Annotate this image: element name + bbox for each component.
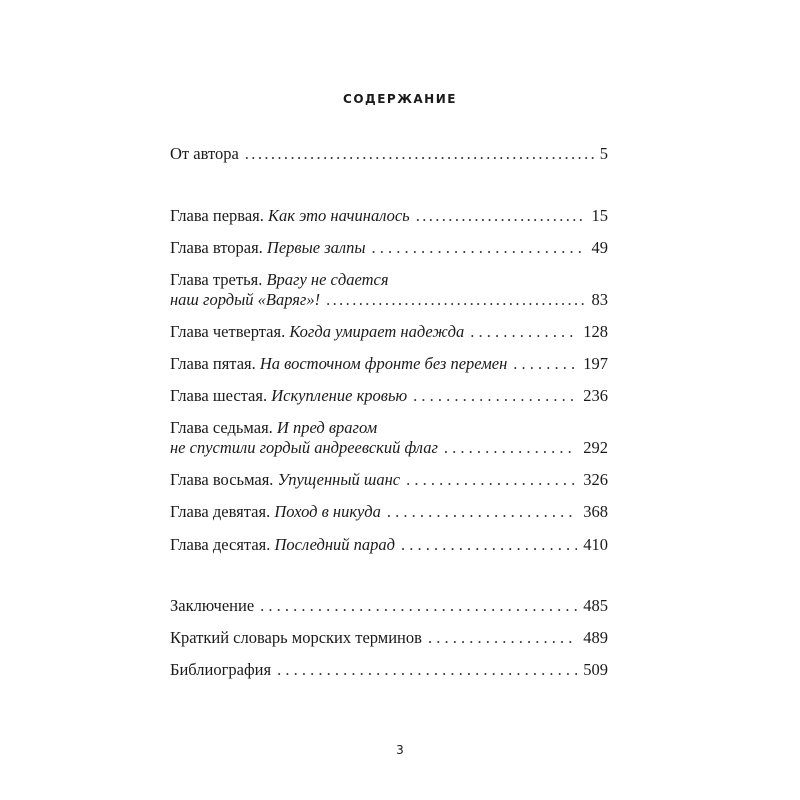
dot-leader <box>277 660 577 680</box>
toc-entry-conclusion[interactable] <box>170 596 608 616</box>
dot-leader <box>470 322 577 342</box>
toc-page-number: 5 <box>599 144 608 163</box>
toc-entry-label: Краткий словарь морских терминов <box>170 628 422 647</box>
toc-page-number: 509 <box>583 660 608 679</box>
toc-page-number: 236 <box>583 386 608 405</box>
toc-entry-label: Библиография <box>170 660 272 679</box>
toc-entry-label: Глава десятая. <box>170 535 271 554</box>
dot-leader <box>413 386 577 406</box>
toc-entry-title: Упущенный шанс <box>277 470 401 489</box>
toc-entry-title: Как это начиналось <box>268 206 410 225</box>
toc-entry-title: Искупление кровью <box>271 386 408 405</box>
dot-leader <box>513 354 577 374</box>
toc-entry-bibliography[interactable] <box>170 660 608 680</box>
toc-entry-chapter-5[interactable] <box>170 354 608 374</box>
toc-entry-label: Заключение <box>170 596 255 615</box>
toc-entry-title: На восточном фронте без перемен <box>259 354 508 373</box>
toc-page-number: 128 <box>583 322 608 341</box>
dot-leader <box>245 144 594 164</box>
toc-entry-chapter-10[interactable] <box>170 535 608 555</box>
toc-entry-label: От автора <box>170 144 239 163</box>
toc-entry-chapter-3[interactable] <box>170 270 608 310</box>
toc-entry-preface[interactable] <box>170 144 608 164</box>
dot-leader <box>401 535 577 555</box>
toc-entry-chapter-1[interactable] <box>170 206 608 226</box>
toc-page-number: 292 <box>583 438 608 457</box>
dot-leader <box>406 470 577 490</box>
toc-entry-label: Глава вторая. <box>170 238 263 257</box>
dot-leader <box>444 438 577 458</box>
toc-entry-title-line2: не спустили гордый андреевский флаг <box>170 438 438 457</box>
toc-page-number: 49 <box>591 238 608 257</box>
toc-page-number: 410 <box>583 535 608 554</box>
dot-leader <box>428 628 577 648</box>
toc-page-number: 197 <box>583 354 608 373</box>
toc-entry-glossary[interactable] <box>170 628 608 648</box>
toc-page-number: 368 <box>583 502 608 521</box>
toc-page-number: 326 <box>583 470 608 489</box>
toc-entry-label: Глава пятая. <box>170 354 256 373</box>
toc-entry-chapter-2[interactable] <box>170 238 608 258</box>
page-number: 3 <box>396 743 404 757</box>
toc-entry-title-line2: наш гордый «Варяг»! <box>170 290 321 309</box>
toc-entry-chapter-6[interactable] <box>170 386 608 406</box>
toc-entry-label: Глава шестая. <box>170 386 268 405</box>
toc-entry-label: Глава четвертая. <box>170 322 286 341</box>
page-title: СОДЕРЖАНИЕ <box>343 92 457 106</box>
toc-entry-title-line1: Врагу не сдается <box>266 270 389 289</box>
toc-page-number: 485 <box>583 596 608 615</box>
toc-entry-title: Первые залпы <box>266 238 366 257</box>
toc-page-number: 15 <box>591 206 608 225</box>
toc-entry-title-line1: И пред врагом <box>276 418 378 437</box>
toc-entry-chapter-8[interactable] <box>170 470 608 490</box>
dot-leader <box>260 596 577 616</box>
toc-entry-title: Последний парад <box>274 535 396 554</box>
toc-entry-label: Глава восьмая. <box>170 470 274 489</box>
toc-page-number: 83 <box>591 290 608 309</box>
toc-entry-chapter-9[interactable] <box>170 502 608 522</box>
dot-leader <box>326 290 585 310</box>
dot-leader <box>387 502 577 522</box>
toc-entry-label: Глава третья. <box>170 270 263 289</box>
dot-leader <box>416 206 586 226</box>
dot-leader <box>372 238 586 258</box>
toc-entry-chapter-7[interactable] <box>170 418 608 458</box>
toc-entry-label: Глава первая. <box>170 206 264 225</box>
toc-entry-title: Поход в никуда <box>274 502 381 521</box>
toc-entry-label: Глава седьмая. <box>170 418 273 437</box>
toc-page-number: 489 <box>583 628 608 647</box>
toc-entry-chapter-4[interactable] <box>170 322 608 342</box>
toc-entry-label: Глава девятая. <box>170 502 271 521</box>
toc-entry-title: Когда умирает надежда <box>289 322 465 341</box>
